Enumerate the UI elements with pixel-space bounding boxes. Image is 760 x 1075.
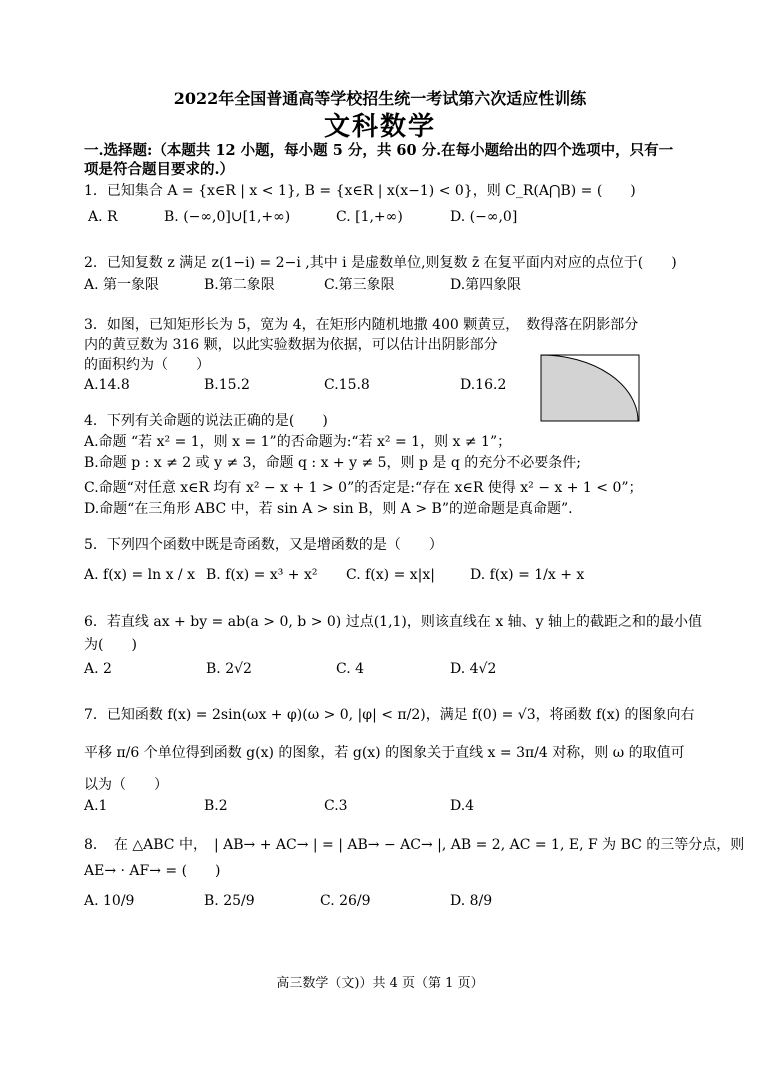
q2-option-d: D.第四象限 [450,277,522,293]
shaded-quarter-ellipse [541,355,638,421]
q8-option-c: C. 26/9 [320,893,371,909]
page-footer: 高三数学（文)）共 4 页（第 1 页） [276,976,484,991]
q3-stem-line1: 3．如图，已知矩形长为 5，宽为 4，在矩形内随机地撒 400 颗黄豆， 数得落在阴影部分 [84,317,639,333]
section-heading-line1: 一.选择题:（本题共 12 小题，每小题 5 分，共 60 分.在每小题给出的四个选项中，只有一 [84,142,674,159]
section-heading-line2: 项是符合题目要求的.） [84,161,235,178]
q2-option-b: B.第二象限 [204,277,275,293]
q6-stem-line1: 6．若直线 ax + by = ab(a > 0, b > 0) 过点(1,1)，则该直线在 x 轴、y 轴上的截距之和的最小值 [84,614,703,630]
q4-option-c: C.命题“对任意 x∈R 均有 x² − x + 1 > 0”的否定是:“存在 x∈R 使得 x² − x + 1 < 0”； [84,480,643,496]
q7-option-b: B.2 [204,798,228,814]
q2-option-c: C.第三象限 [324,277,395,293]
q8-option-b: B. 25/9 [204,893,255,909]
q6-stem-line2: 为( ) [84,637,137,653]
q3-option-c: C.15.8 [324,377,370,393]
subject-title: 文科数学 [323,112,436,142]
q8-stem-line1: 8． 在 △ABC 中， | AB→ + AC→ | = | AB→ − AC→ |, AB = 2, AC = 1, E, F 为 BC 的三等分点，则 [84,837,745,853]
q3-stem-line3: 的面积约为（ ） [84,357,210,373]
q1-option-b: B. (−∞,0]∪[1,+∞) [164,209,291,225]
q6-option-a: A. 2 [84,661,112,677]
q3-option-b: B.15.2 [204,377,250,393]
q7-option-c: C.3 [324,798,348,814]
q5-option-b: B. f(x) = x³ + x² [206,567,318,583]
q1-option-a: A. R [88,209,118,225]
q4-option-d: D.命题“在三角形 ABC 中，若 sin A > sin B，则 A > B”的逆命题是真命题”. [84,501,573,517]
q2-stem: 2．已知复数 z 满足 z(1−i) = 2−i ,其中 i 是虚数单位,则复数 z̄ 在复平面内对应的点位于( ) [84,255,677,271]
q7-stem-line3: 以为（ ） [84,777,168,793]
q7-option-a: A.1 [84,798,108,814]
q5-option-a: A. f(x) = ln x / x [84,567,195,583]
q3-option-a: A.14.8 [84,377,130,393]
q4-stem: 4．下列有关命题的说法正确的是( ) [84,413,328,429]
rectangle-shaded-figure [540,354,640,422]
q6-option-b: B. 2√2 [206,661,252,677]
q8-option-d: D. 8/9 [450,893,493,909]
q4-option-b: B.命题 p : x ≠ 2 或 y ≠ 3，命题 q : x + y ≠ 5，则 p 是 q 的充分不必要条件; [84,455,581,471]
q2-option-a: A. 第一象限 [84,277,160,293]
q6-option-c: C. 4 [336,661,365,677]
exam-title: 2022年全国普通高等学校招生统一考试第六次适应性训练 [173,89,587,108]
q5-stem: 5．下列四个函数中既是奇函数，又是增函数的是（ ） [84,537,443,553]
q8-stem-line2: AE→ · AF→ = ( ) [84,863,221,879]
q3-option-d: D.16.2 [460,377,507,393]
q1-stem: 1．已知集合 A = {x∈R | x < 1}, B = {x∈R | x(x−1) < 0}，则 C_R(A⋂B) = ( ) [84,183,636,199]
q5-option-c: C. f(x) = x|x| [346,567,435,583]
q7-option-d: D.4 [450,798,475,814]
q7-stem-line2: 平移 π/6 个单位得到函数 g(x) 的图象，若 g(x) 的图象关于直线 x = 3π/4 对称，则 ω 的取值可 [84,745,685,761]
q6-option-d: D. 4√2 [450,661,497,677]
q4-option-a: A.命题 “若 x² = 1，则 x = 1”的否命题为:“若 x² = 1，则 x ≠ 1”； [84,434,512,450]
q5-option-d: D. f(x) = 1/x + x [470,567,585,583]
q8-option-a: A. 10/9 [84,893,135,909]
q3-stem-line2: 内的黄豆数为 316 颗，以此实验数据为依据，可以估计出阴影部分 [84,337,498,353]
q7-stem-line1: 7．已知函数 f(x) = 2sin(ωx + φ)(ω > 0, |φ| < π/2)，满足 f(0) = √3，将函数 f(x) 的图象向右 [84,707,695,723]
q1-option-c: C. [1,+∞) [336,209,403,225]
q1-option-d: D. (−∞,0] [450,209,518,225]
